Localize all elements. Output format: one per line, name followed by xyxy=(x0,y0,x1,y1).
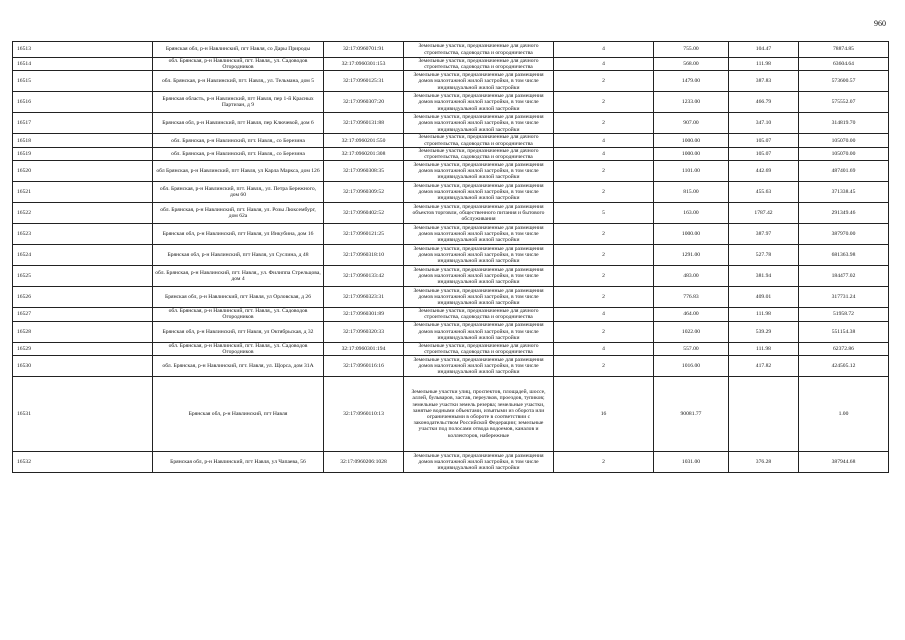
row-number: 16521 xyxy=(13,182,153,203)
land-use-cell: Земельные участки, предназначенные для размещения домов малоэтажной жилой застройки, в том числе индивидуальной жилой застройки xyxy=(404,161,554,182)
specific-value-cell: 442.69 xyxy=(729,161,799,182)
row-number: 16513 xyxy=(13,42,153,58)
address-cell: Брянская обл, р-н Навлинский, пгт Навля, пер Ключевой, дом 6 xyxy=(153,113,324,134)
cadastral-value-cell: 387944.68 xyxy=(799,452,889,473)
address-cell: Брянская обл, р-н Навлинский, пгт Навля, ул Суслина, д 48 xyxy=(153,245,324,266)
address-cell: Брянская обл, р-н Навлинский, пгт Навля, ул Инкубина, дом 16 xyxy=(153,224,324,245)
land-use-cell: Земельные участки, предназначенные для размещения домов малоэтажной жилой застройки, в том числе индивидуальной жилой застройки xyxy=(404,113,554,134)
cadastral-number-cell: 32:17:0960110:13 xyxy=(324,377,404,452)
table-row xyxy=(13,224,889,245)
table-row xyxy=(13,321,889,342)
land-use-cell: Земельные участки, предназначенные для размещения домов малоэтажной жилой застройки, в том числе индивидуальной жилой застройки xyxy=(404,266,554,287)
row-number: 16532 xyxy=(13,452,153,473)
cadastral-number-cell: 32:17:0960201:308 xyxy=(324,147,404,160)
table-row xyxy=(13,113,889,134)
cadastral-number-cell: 32:17:0960116:16 xyxy=(324,356,404,377)
cadastral-number-cell: 32:17:0960125:31 xyxy=(324,71,404,92)
table-row xyxy=(13,342,889,355)
row-number: 16516 xyxy=(13,92,153,113)
cadastral-value-cell: 105070.00 xyxy=(799,147,889,160)
table-row xyxy=(13,134,889,147)
row-number: 16523 xyxy=(13,224,153,245)
land-use-cell: Земельные участки, предназначенные для размещения домов малоэтажной жилой застройки, в том числе индивидуальной жилой застройки xyxy=(404,321,554,342)
land-use-cell: Земельные участки, предназначенные для размещения объектов торговли, общественного питания и бытового обслуживания xyxy=(404,203,554,224)
cadastral-value-cell: 487401.69 xyxy=(799,161,889,182)
use-group-code-cell: 4 xyxy=(554,147,654,160)
cadastral-value-cell: 314819.70 xyxy=(799,113,889,134)
area-cell: 557.00 xyxy=(654,342,729,355)
cadastral-number-cell: 32:17:0960301:89 xyxy=(324,308,404,321)
area-cell: 907.00 xyxy=(654,113,729,134)
area-cell: 1000.00 xyxy=(654,147,729,160)
specific-value-cell: 1787.42 xyxy=(729,203,799,224)
land-use-cell: Земельные участки, предназначенные для дачного строительства, садоводства и огородничества xyxy=(404,134,554,147)
cadastral-value-cell: 51958.72 xyxy=(799,308,889,321)
area-cell: 163.00 xyxy=(654,203,729,224)
cadastral-value-cell: 78874.85 xyxy=(799,42,889,58)
area-cell: 1000.00 xyxy=(654,134,729,147)
land-use-cell: Земельные участки, предназначенные для размещения домов малоэтажной жилой застройки, в том числе индивидуальной жилой застройки xyxy=(404,71,554,92)
specific-value-cell: 347.10 xyxy=(729,113,799,134)
area-cell: 483.00 xyxy=(654,266,729,287)
cadastral-number-cell: 32:17:0960201:550 xyxy=(324,134,404,147)
table-row xyxy=(13,377,889,452)
cadastral-value-cell: 291349.46 xyxy=(799,203,889,224)
row-number: 16529 xyxy=(13,342,153,355)
specific-value-cell: 111.98 xyxy=(729,308,799,321)
cadastral-value-cell: 1.00 xyxy=(799,377,889,452)
specific-value-cell: 376.28 xyxy=(729,452,799,473)
area-cell: 1101.00 xyxy=(654,161,729,182)
address-cell: Брянская область, р-н Навлинский, пгт Навля, пер 1-й Красных Партизан, д 9 xyxy=(153,92,324,113)
table-row xyxy=(13,92,889,113)
cadastral-number-cell: 32:17:0960309:52 xyxy=(324,182,404,203)
land-use-cell: Земельные участки, предназначенные для дачного строительства, садоводства и огородничества xyxy=(404,342,554,355)
address-cell: обл. Брянская, р-н Навлинский, пгт. Навля,, со Березина xyxy=(153,147,324,160)
use-group-code-cell: 5 xyxy=(554,203,654,224)
cadastral-number-cell: 32:17:0960307:20 xyxy=(324,92,404,113)
area-cell: 755.00 xyxy=(654,42,729,58)
cadastral-number-cell: 32:17:0960402:52 xyxy=(324,203,404,224)
specific-value-cell: 409.01 xyxy=(729,287,799,308)
cadastral-number-cell: 32:17:0960301:194 xyxy=(324,342,404,355)
table-row xyxy=(13,452,889,473)
area-cell: 815.00 xyxy=(654,182,729,203)
page-number: 960 xyxy=(874,19,886,28)
table-row xyxy=(13,356,889,377)
area-cell: 1022.00 xyxy=(654,321,729,342)
address-cell: Брянская обл, р-н Навлинский, пгт Навля xyxy=(153,377,324,452)
specific-value-cell: 387.97 xyxy=(729,224,799,245)
cadastral-value-cell: 575552.07 xyxy=(799,92,889,113)
use-group-code-cell: 4 xyxy=(554,58,654,71)
cadastral-number-cell: 32:17:0960320:33 xyxy=(324,321,404,342)
address-cell: обл. Брянская, р-н Навлинский, пгт. Навля,, ул. Филиппа Стрельцова, дом 4 xyxy=(153,266,324,287)
cadastral-value-cell: 184477.02 xyxy=(799,266,889,287)
use-group-code-cell: 2 xyxy=(554,321,654,342)
land-use-cell: Земельные участки, предназначенные для размещения домов малоэтажной жилой застройки, в том числе индивидуальной жилой застройки xyxy=(404,182,554,203)
land-use-cell: Земельные участки, предназначенные для размещения домов малоэтажной жилой застройки, в том числе индивидуальной жилой застройки xyxy=(404,245,554,266)
specific-value-cell: 111.98 xyxy=(729,342,799,355)
land-use-cell: Земельные участки улиц, проспектов, площадей, шоссе, аллей, бульваров, застав, переулков, проездов, тупиков; земельные участки земель резерва; земельные участки, занятые водными объектами, изъятыми из оборота или ограниченными в обороте в соответствии с законодательством Российской Федерации; земельные участки под полосами отвода водоемов, каналов и коллекторов, набережные xyxy=(404,377,554,452)
area-cell: 1000.00 xyxy=(654,224,729,245)
row-number: 16520 xyxy=(13,161,153,182)
table-row xyxy=(13,147,889,160)
cadastral-number-cell: 32:17:0960318:10 xyxy=(324,245,404,266)
use-group-code-cell: 2 xyxy=(554,452,654,473)
cadastral-value-table xyxy=(12,41,889,473)
use-group-code-cell: 2 xyxy=(554,266,654,287)
address-cell: обл. Брянская, р-н Навлинский, пгт. Навля, ул. Розы Люксембург, дом 62а xyxy=(153,203,324,224)
specific-value-cell: 387.83 xyxy=(729,71,799,92)
specific-value-cell: 539.29 xyxy=(729,321,799,342)
use-group-code-cell: 2 xyxy=(554,245,654,266)
cadastral-value-cell: 62372.86 xyxy=(799,342,889,355)
use-group-code-cell: 4 xyxy=(554,42,654,58)
use-group-code-cell: 2 xyxy=(554,113,654,134)
land-use-cell: Земельные участки, предназначенные для размещения домов малоэтажной жилой застройки, в том числе индивидуальной жилой застройки xyxy=(404,224,554,245)
area-cell: 90081.77 xyxy=(654,377,729,452)
cadastral-value-cell: 573600.57 xyxy=(799,71,889,92)
table-row xyxy=(13,266,889,287)
use-group-code-cell: 2 xyxy=(554,287,654,308)
land-use-cell: Земельные участки, предназначенные для размещения домов малоэтажной жилой застройки, в том числе индивидуальной жилой застройки xyxy=(404,356,554,377)
table-row xyxy=(13,71,889,92)
use-group-code-cell: 4 xyxy=(554,134,654,147)
table-row xyxy=(13,203,889,224)
use-group-code-cell: 2 xyxy=(554,182,654,203)
row-number: 16525 xyxy=(13,266,153,287)
cadastral-value-cell: 317731.24 xyxy=(799,287,889,308)
cadastral-value-cell: 387970.00 xyxy=(799,224,889,245)
row-number: 16528 xyxy=(13,321,153,342)
specific-value-cell: 417.82 xyxy=(729,356,799,377)
specific-value-cell: 104.47 xyxy=(729,42,799,58)
specific-value-cell: 455.63 xyxy=(729,182,799,203)
specific-value-cell: 105.07 xyxy=(729,134,799,147)
address-cell: Брянская обл, р-н Навлинский, пгт Навля, ул Орловская, д 26 xyxy=(153,287,324,308)
use-group-code-cell: 2 xyxy=(554,356,654,377)
address-cell: обл. Брянская, р-н Навлинский, пгт. Навля,, со Березина xyxy=(153,134,324,147)
address-cell: обл Брянская, р-н Навлинский, пгт Навля, ул Карла Маркса, дом 126 xyxy=(153,161,324,182)
specific-value-cell: 466.79 xyxy=(729,92,799,113)
land-use-cell: Земельные участки, предназначенные для размещения домов малоэтажной жилой застройки, в том числе индивидуальной жилой застройки xyxy=(404,452,554,473)
table-row xyxy=(13,308,889,321)
specific-value-cell: 527.78 xyxy=(729,245,799,266)
cadastral-number-cell: 32:17:0960323:31 xyxy=(324,287,404,308)
table-row xyxy=(13,182,889,203)
cadastral-number-cell: 32:17:0960133:42 xyxy=(324,266,404,287)
land-use-cell: Земельные участки, предназначенные для дачного строительства, садоводства и огородничества xyxy=(404,147,554,160)
row-number: 16526 xyxy=(13,287,153,308)
cadastral-number-cell: 32:17:0960701:91 xyxy=(324,42,404,58)
land-use-cell: Земельные участки, предназначенные для размещения домов малоэтажной жилой застройки, в том числе индивидуальной жилой застройки xyxy=(404,287,554,308)
use-group-code-cell: 2 xyxy=(554,161,654,182)
land-use-cell: Земельные участки, предназначенные для дачного строительства, садоводства и огородничества xyxy=(404,58,554,71)
use-group-code-cell: 4 xyxy=(554,342,654,355)
row-number: 16519 xyxy=(13,147,153,160)
table-row xyxy=(13,161,889,182)
cadastral-value-cell: 424505.12 xyxy=(799,356,889,377)
cadastral-value-cell: 63604.64 xyxy=(799,58,889,71)
row-number: 16524 xyxy=(13,245,153,266)
row-number: 16531 xyxy=(13,377,153,452)
use-group-code-cell: 2 xyxy=(554,224,654,245)
cadastral-number-cell: 32:17:0960308:35 xyxy=(324,161,404,182)
address-cell: обл. Брянская, р-н Навлинский, пгт. Навля,, ул. Садоводов Огородников xyxy=(153,58,324,71)
area-cell: 568.00 xyxy=(654,58,729,71)
land-use-cell: Земельные участки, предназначенные для размещения домов малоэтажной жилой застройки, в том числе индивидуальной жилой застройки xyxy=(404,92,554,113)
row-number: 16515 xyxy=(13,71,153,92)
cadastral-number-cell: 32:17:0960301:153 xyxy=(324,58,404,71)
row-number: 16517 xyxy=(13,113,153,134)
area-cell: 1479.00 xyxy=(654,71,729,92)
table-row xyxy=(13,42,889,58)
cadastral-value-cell: 371338.45 xyxy=(799,182,889,203)
table-row xyxy=(13,58,889,71)
cadastral-value-cell: 105070.00 xyxy=(799,134,889,147)
land-use-cell: Земельные участки, предназначенные для дачного строительства, садоводства и огородничества xyxy=(404,308,554,321)
cadastral-value-cell: 551154.38 xyxy=(799,321,889,342)
row-number: 16518 xyxy=(13,134,153,147)
use-group-code-cell: 2 xyxy=(554,71,654,92)
row-number: 16527 xyxy=(13,308,153,321)
address-cell: обл. Брянская, р-н Навлинский, пгт. Навля, ул. Щорса, дом 31А xyxy=(153,356,324,377)
row-number: 16514 xyxy=(13,58,153,71)
use-group-code-cell: 4 xyxy=(554,308,654,321)
row-number: 16522 xyxy=(13,203,153,224)
address-cell: Брянская обл, р-н Навлинский, пгт Навля, со Дары Природы xyxy=(153,42,324,58)
address-cell: обл. Брянская, р-н Навлинский, пгт. Навля,, ул. Садоводов Огородников xyxy=(153,308,324,321)
area-cell: 776.83 xyxy=(654,287,729,308)
address-cell: Брянская обл, р-н Навлинский, пгт Навля, ул Октябрьская, д 32 xyxy=(153,321,324,342)
address-cell: обл. Брянская, р-н Навлинский, пгт. Навля,, ул. Тельмана, дом 5 xyxy=(153,71,324,92)
cadastral-number-cell: 32:17:0960121:25 xyxy=(324,224,404,245)
specific-value-cell xyxy=(729,377,799,452)
cadastral-value-cell: 681363.98 xyxy=(799,245,889,266)
area-cell: 1233.00 xyxy=(654,92,729,113)
specific-value-cell: 105.07 xyxy=(729,147,799,160)
address-cell: Брянская обл, р-н Навлинский, пгт Навля, ул Чапаева, 56 xyxy=(153,452,324,473)
specific-value-cell: 111.98 xyxy=(729,58,799,71)
address-cell: обл. Брянская, р-н Навлинский, пгт. Навля,, ул. Петра Бережного, дом 60 xyxy=(153,182,324,203)
use-group-code-cell: 16 xyxy=(554,377,654,452)
use-group-code-cell: 2 xyxy=(554,92,654,113)
table-row xyxy=(13,287,889,308)
row-number: 16530 xyxy=(13,356,153,377)
area-cell: 464.00 xyxy=(654,308,729,321)
area-cell: 1016.00 xyxy=(654,356,729,377)
specific-value-cell: 381.94 xyxy=(729,266,799,287)
area-cell: 1291.00 xyxy=(654,245,729,266)
cadastral-number-cell: 32:17:0960131:88 xyxy=(324,113,404,134)
land-use-cell: Земельные участки, предназначенные для дачного строительства, садоводства и огородничества xyxy=(404,42,554,58)
address-cell: обл. Брянская, р-н Навлинский, пгт. Навля,, ул. Садоводов Огородников xyxy=(153,342,324,355)
table-row xyxy=(13,245,889,266)
cadastral-number-cell: 32:17:0960206:1028 xyxy=(324,452,404,473)
area-cell: 1031.00 xyxy=(654,452,729,473)
